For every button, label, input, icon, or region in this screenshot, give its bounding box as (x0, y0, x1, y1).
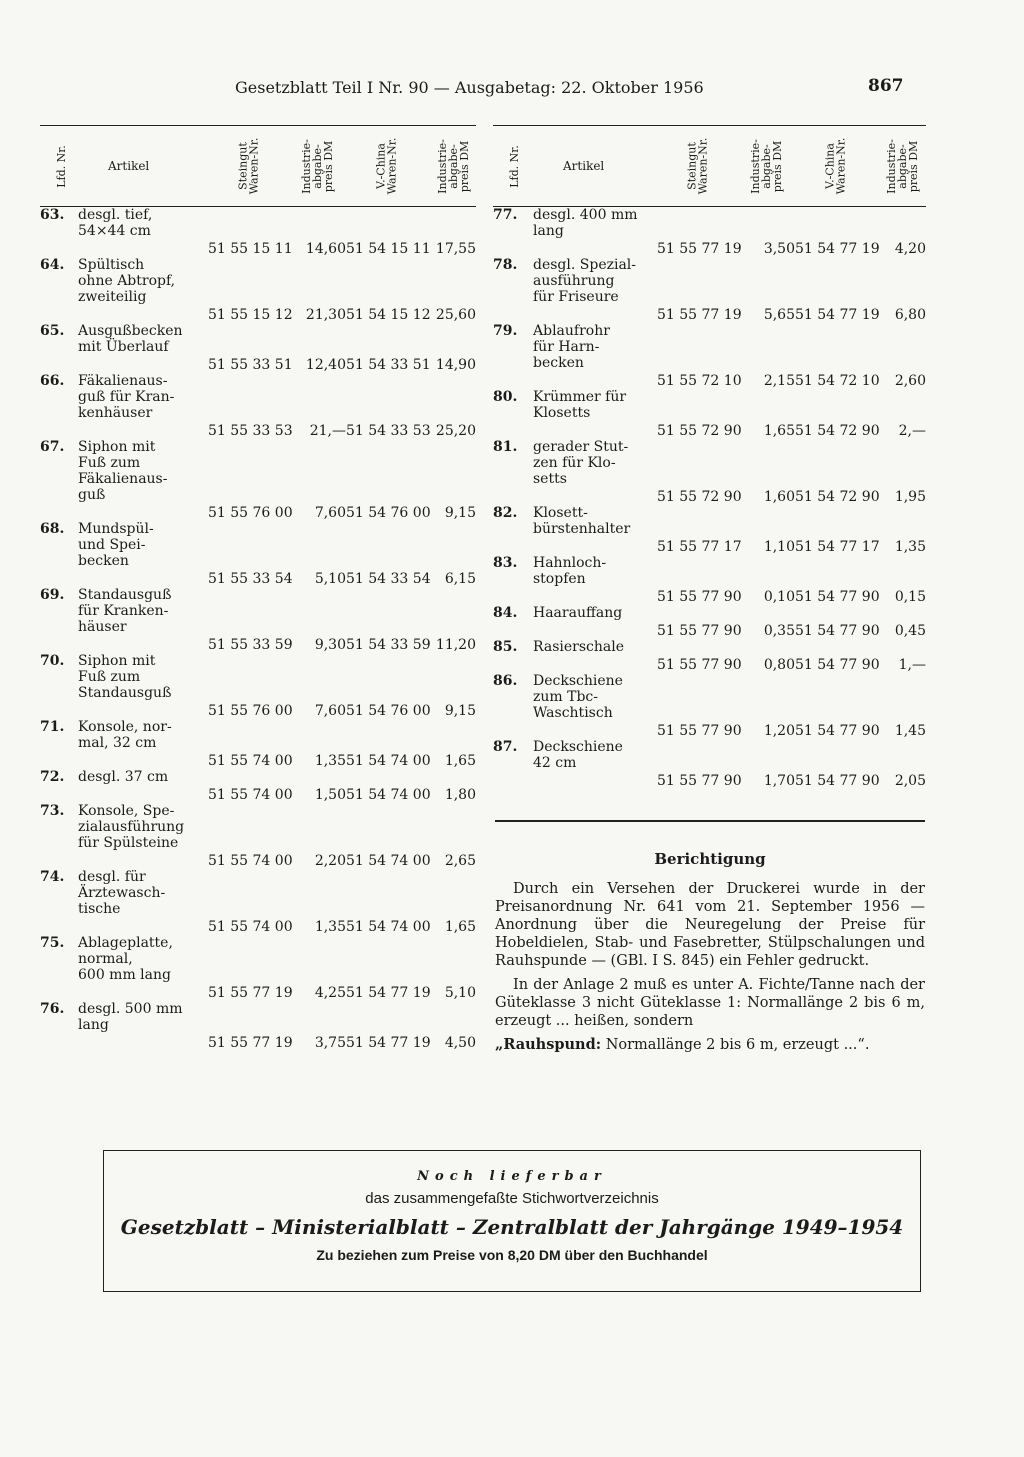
steingut-number: 51 55 72 90 (657, 422, 742, 439)
steingut-price: 4,25 (314, 984, 346, 1001)
item-description: desgl. tief, 54×44 cm (78, 207, 153, 239)
notice-line: Noch lieferbar (417, 1169, 607, 1184)
table-row (40, 653, 476, 719)
china-price: 1,— (898, 656, 926, 673)
col-header-preis2: Industrie- abgabe- preis DM (426, 126, 476, 207)
steingut-price: 1,70 (763, 772, 795, 789)
steingut-price: 1,35 (314, 918, 346, 935)
steingut-price: 1,50 (314, 786, 346, 803)
china-price: 25,20 (435, 422, 476, 439)
steingut-price: 1,35 (314, 752, 346, 769)
berichtigung-quote-rest: Normallänge 2 bis 6 m, erzeugt ...“. (601, 1037, 870, 1053)
china-number: 51 54 77 17 (795, 538, 880, 555)
china-price: 1,45 (894, 722, 926, 739)
china-number: 51 54 77 19 (346, 984, 431, 1001)
item-description: Ablageplatte, normal, 600 mm lang (78, 934, 173, 983)
table-row (40, 439, 476, 521)
china-price: 11,20 (435, 636, 476, 653)
steingut-price: 5,65 (763, 306, 795, 323)
steingut-price: 2,20 (314, 852, 346, 869)
berichtigung-title: Berichtigung (654, 850, 766, 868)
steingut-number: 51 55 15 11 (208, 240, 293, 257)
item-description: Mundspül- und Spei- becken (78, 520, 154, 569)
table-row (493, 389, 926, 439)
table-row (493, 505, 926, 555)
col-header-preis2: Industrie- abgabe- preis DM (875, 126, 926, 207)
china-number: 51 54 72 90 (795, 422, 880, 439)
steingut-number: 51 55 74 00 (208, 786, 293, 803)
page-header: Gesetzblatt Teil I Nr. 90 — Ausgabetag: 22. Oktober 1956 (235, 78, 704, 97)
col-header-nr: Lfd. Nr. (493, 126, 527, 207)
steingut-number: 51 55 77 19 (208, 1034, 293, 1051)
col-header-steingut: Steingut Waren-Nr. (208, 126, 288, 207)
china-number: 51 54 72 90 (795, 488, 880, 505)
item-description: Haarauffang (533, 604, 623, 621)
item-description: Deckschiene 42 cm (533, 738, 623, 771)
steingut-price: 12,40 (305, 356, 346, 373)
item-description: desgl. Spezial- ausführung für Friseure (533, 256, 637, 305)
berichtigung-paragraph: In der Anlage 2 muß es unter A. Fichte/Tanne nach der Güteklasse 3 nicht Güteklasse 1: Normallänge 2 bis 6 m, erzeugt ... heißen, sondern (495, 977, 925, 1029)
steingut-price: 1,60 (763, 488, 795, 505)
item-number: 73. (40, 802, 65, 819)
steingut-number: 51 55 76 00 (208, 504, 293, 521)
item-number: 71. (40, 718, 65, 735)
steingut-price: 2,15 (763, 372, 795, 389)
table-row (493, 739, 926, 789)
china-price: 4,20 (894, 240, 926, 257)
col-header-preis1: Industrie- abgabe- preis DM (737, 126, 795, 207)
item-number: 80. (493, 388, 518, 405)
item-number: 85. (493, 638, 518, 655)
china-price: 2,— (898, 422, 926, 439)
notice-line: Zu beziehen zum Preise von 8,20 DM über den Buchhandel (316, 1247, 708, 1263)
table-row (40, 323, 476, 373)
item-number: 87. (493, 738, 518, 755)
berichtigung-body (495, 880, 925, 1060)
steingut-price: 1,10 (763, 538, 795, 555)
steingut-price: 21,30 (305, 306, 346, 323)
china-number: 51 54 76 00 (346, 702, 431, 719)
table-row (493, 207, 926, 257)
item-number: 74. (40, 868, 65, 885)
steingut-number: 51 55 77 90 (657, 722, 742, 739)
section-divider (495, 820, 925, 822)
item-description: Konsole, Spe- zialausführung für Spülsteine (78, 802, 185, 851)
table-row (40, 587, 476, 653)
table-row (40, 373, 476, 439)
table-row (40, 803, 476, 869)
item-description: Konsole, nor- mal, 32 cm (78, 718, 172, 751)
steingut-price: 1,65 (763, 422, 795, 439)
table-row (493, 639, 926, 673)
table-row (493, 439, 926, 505)
china-price: 4,50 (444, 1034, 476, 1051)
price-table-right (493, 125, 926, 789)
steingut-number: 51 55 33 54 (208, 570, 293, 587)
china-price: 5,10 (444, 984, 476, 1001)
steingut-price: 5,10 (314, 570, 346, 587)
table-row (40, 257, 476, 323)
china-number: 51 54 77 90 (795, 588, 880, 605)
item-number: 67. (40, 438, 65, 455)
steingut-number: 51 55 33 53 (208, 422, 293, 439)
steingut-number: 51 55 76 00 (208, 702, 293, 719)
item-number: 65. (40, 322, 65, 339)
item-description: Ablaufrohr für Harn- becken (533, 322, 610, 371)
china-price: 14,90 (435, 356, 476, 373)
item-number: 75. (40, 934, 65, 951)
table-row (40, 869, 476, 935)
item-number: 82. (493, 504, 518, 521)
item-number: 68. (40, 520, 65, 537)
china-price: 2,05 (894, 772, 926, 789)
steingut-price: 7,60 (314, 504, 346, 521)
col-header-china: V.-China Waren-Nr. (346, 126, 426, 207)
china-price: 17,55 (435, 240, 476, 257)
table-row (493, 257, 926, 323)
page-number: 867 (868, 76, 904, 96)
china-number: 51 54 72 10 (795, 372, 880, 389)
item-description: desgl. 400 mm lang (533, 207, 638, 239)
notice-box (103, 1150, 921, 1292)
col-header-artikel: Artikel (72, 126, 208, 207)
item-description: Fäkalienaus- guß für Kran- kenhäuser (78, 372, 175, 421)
steingut-price: 14,60 (305, 240, 346, 257)
steingut-number: 51 55 77 17 (657, 538, 742, 555)
china-number: 51 54 15 12 (346, 306, 431, 323)
steingut-number: 51 55 77 19 (208, 984, 293, 1001)
item-number: 79. (493, 322, 518, 339)
item-number: 78. (493, 256, 518, 273)
china-number: 51 54 33 53 (346, 422, 431, 439)
notice-headline: Gesetzblatt – Ministerialblatt – Zentralblatt der Jahrgänge 1949–1954 (120, 1215, 904, 1239)
china-price: 6,80 (894, 306, 926, 323)
steingut-number: 51 55 15 12 (208, 306, 293, 323)
item-number: 84. (493, 604, 518, 621)
item-description: Siphon mit Fuß zum Fäkalienaus- guß (78, 438, 168, 503)
item-description: Deckschiene zum Tbc- Waschtisch (533, 672, 623, 721)
item-description: desgl. für Ärztewasch- tische (78, 868, 166, 917)
china-price: 1,95 (894, 488, 926, 505)
china-number: 51 54 15 11 (346, 240, 431, 257)
item-description: desgl. 37 cm (78, 768, 169, 785)
china-price: 0,45 (894, 622, 926, 639)
table-row (40, 1001, 476, 1051)
steingut-number: 51 55 74 00 (208, 852, 293, 869)
table-row (493, 673, 926, 739)
steingut-price: 3,75 (314, 1034, 346, 1051)
steingut-number: 51 55 77 19 (657, 306, 742, 323)
item-number: 86. (493, 672, 518, 689)
china-price: 9,15 (444, 702, 476, 719)
steingut-price: 0,10 (763, 588, 795, 605)
china-price: 1,35 (894, 538, 926, 555)
item-description: Krümmer für Klosetts (533, 388, 627, 421)
china-number: 51 54 74 00 (346, 752, 431, 769)
item-description: Hahnloch- stopfen (533, 554, 607, 587)
steingut-number: 51 55 74 00 (208, 752, 293, 769)
berichtigung-quote: „Rauhspund: (495, 1036, 602, 1053)
item-description: Rasierschale (533, 638, 624, 655)
col-header-china: V.-China Waren-Nr. (795, 126, 875, 207)
steingut-price: 0,80 (763, 656, 795, 673)
china-price: 9,15 (444, 504, 476, 521)
table-row (493, 605, 926, 639)
steingut-price: 0,35 (763, 622, 795, 639)
item-number: 70. (40, 652, 65, 669)
steingut-price: 3,50 (763, 240, 795, 257)
china-number: 51 54 77 90 (795, 772, 880, 789)
china-number: 51 54 77 90 (795, 622, 880, 639)
china-price: 1,80 (444, 786, 476, 803)
steingut-number: 51 55 77 90 (657, 656, 742, 673)
item-number: 76. (40, 1000, 65, 1017)
col-header-steingut: Steingut Waren-Nr. (657, 126, 737, 207)
item-number: 63. (40, 207, 65, 223)
steingut-number: 51 55 77 19 (657, 240, 742, 257)
item-number: 64. (40, 256, 65, 273)
table-row (40, 935, 476, 1001)
item-description: desgl. 500 mm lang (78, 1000, 183, 1033)
item-description: Spültisch ohne Abtropf, zweiteilig (78, 256, 176, 305)
china-number: 51 54 76 00 (346, 504, 431, 521)
col-header-nr: Lfd. Nr. (40, 126, 72, 207)
item-description: Siphon mit Fuß zum Standausguß (78, 652, 172, 701)
china-number: 51 54 77 90 (795, 656, 880, 673)
steingut-price: 1,20 (763, 722, 795, 739)
item-number: 81. (493, 438, 518, 455)
china-price: 1,65 (444, 752, 476, 769)
item-description: Ausgußbecken mit Überlauf (78, 322, 183, 355)
col-header-preis1: Industrie- abgabe- preis DM (288, 126, 346, 207)
china-number: 51 54 74 00 (346, 786, 431, 803)
china-price: 6,15 (444, 570, 476, 587)
china-number: 51 54 33 51 (346, 356, 431, 373)
china-price: 1,65 (444, 918, 476, 935)
china-number: 51 54 77 19 (795, 240, 880, 257)
col-header-artikel: Artikel (527, 126, 657, 207)
china-number: 51 54 77 90 (795, 722, 880, 739)
china-number: 51 54 74 00 (346, 918, 431, 935)
item-number: 83. (493, 554, 518, 571)
steingut-number: 51 55 77 90 (657, 588, 742, 605)
steingut-number: 51 55 77 90 (657, 772, 742, 789)
berichtigung-paragraph: Durch ein Versehen der Druckerei wurde in der Preisanordnung Nr. 641 vom 21. September 1956 — Anordnung über die Neuregelung der Preise für Hobeldielen, Stab- und Fasebretter, Stülpschalungen und Rauhspunde — (GBl. I S. 845) ein Fehler gedruckt. (495, 881, 925, 969)
china-number: 51 54 33 59 (346, 636, 431, 653)
table-row (493, 555, 926, 605)
china-number: 51 54 77 19 (346, 1034, 431, 1051)
item-description: Standausguß für Kranken- häuser (78, 586, 172, 635)
table-row (40, 769, 476, 803)
steingut-number: 51 55 72 90 (657, 488, 742, 505)
steingut-price: 21,— (309, 422, 346, 439)
item-description: Klosett- bürstenhalter (533, 504, 631, 537)
steingut-price: 9,30 (314, 636, 346, 653)
steingut-number: 51 55 77 90 (657, 622, 742, 639)
table-row (40, 521, 476, 587)
item-number: 77. (493, 207, 518, 223)
steingut-number: 51 55 72 10 (657, 372, 742, 389)
item-number: 69. (40, 586, 65, 603)
item-number: 66. (40, 372, 65, 389)
table-row (493, 323, 926, 389)
china-number: 51 54 74 00 (346, 852, 431, 869)
table-row (40, 207, 476, 257)
steingut-number: 51 55 33 51 (208, 356, 293, 373)
table-row (40, 719, 476, 769)
china-number: 51 54 33 54 (346, 570, 431, 587)
china-price: 2,60 (894, 372, 926, 389)
steingut-number: 51 55 74 00 (208, 918, 293, 935)
china-price: 2,65 (444, 852, 476, 869)
china-price: 25,60 (435, 306, 476, 323)
steingut-number: 51 55 33 59 (208, 636, 293, 653)
price-table-left (40, 125, 476, 1051)
steingut-price: 7,60 (314, 702, 346, 719)
item-number: 72. (40, 768, 65, 785)
item-description: gerader Stut- zen für Klo- setts (533, 438, 629, 487)
notice-line: das zusammengefaßte Stichwortverzeichnis (365, 1190, 659, 1207)
china-number: 51 54 77 19 (795, 306, 880, 323)
berichtigung-paragraph (495, 1036, 925, 1054)
china-price: 0,15 (894, 588, 926, 605)
